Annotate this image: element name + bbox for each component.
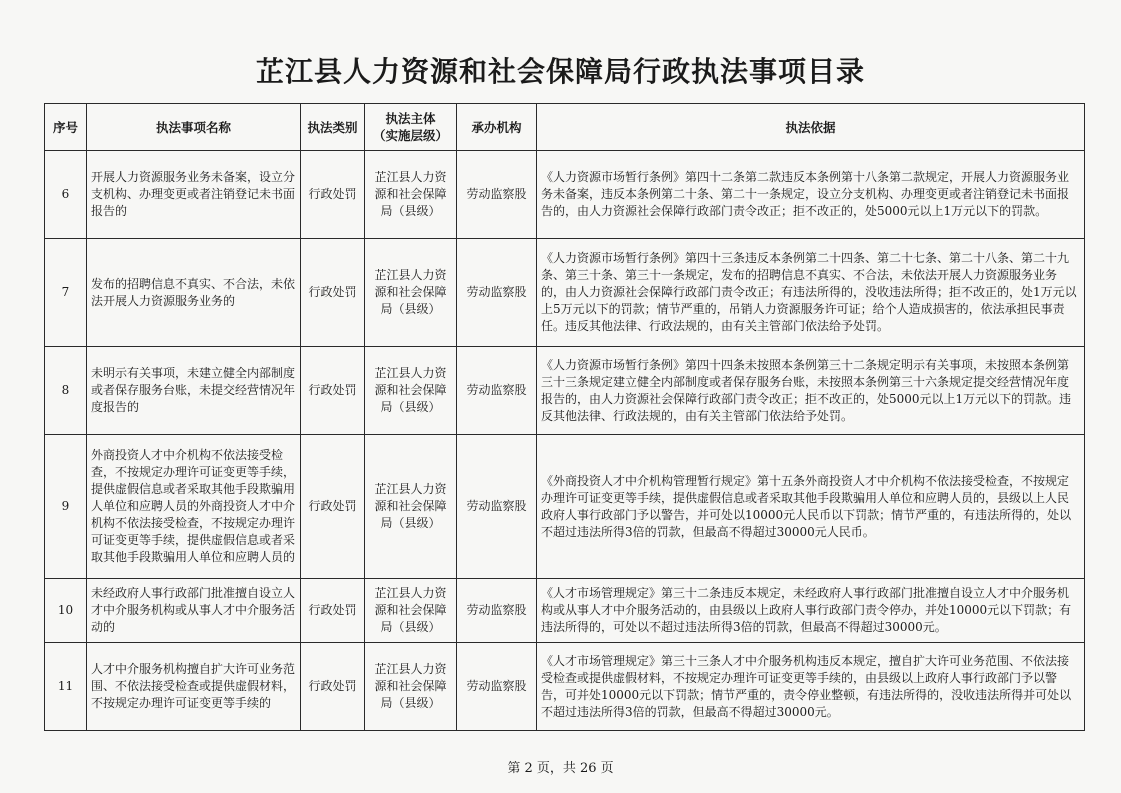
row-subject: 芷江县人力资源和社会保障局（县级） [365, 579, 457, 643]
row-type: 行政处罚 [301, 151, 365, 239]
row-org: 劳动监察股 [457, 435, 537, 579]
row-type: 行政处罚 [301, 435, 365, 579]
header-subject: 执法主体 （实施层级） [365, 104, 457, 151]
table-row [45, 435, 1085, 579]
table-row [45, 151, 1085, 239]
row-basis: 《人力资源市场暂行条例》第四十三条违反本条例第二十四条、第二十七条、第二十八条、第二十九条、第三十条、第三十一条规定，发布的招聘信息不真实、不合法，未依法开展人力资源服务业务的，由人力资源社会保障行政部门责令改正；有违法所得的，没收违法所得；拒不改正的，处1万元以上5万元以下的罚款；情节严重的，吊销人力资源服务许可证；给个人造成损害的，依法承担民事责任。违反其他法律、行政法规的，由有关主管部门依法给予处罚。 [537, 239, 1085, 347]
row-no: 10 [45, 579, 87, 643]
row-name: 开展人力资源服务业务未备案，设立分支机构、办理变更或者注销登记未书面报告的 [87, 151, 301, 239]
row-org: 劳动监察股 [457, 643, 537, 731]
row-no: 6 [45, 151, 87, 239]
row-org: 劳动监察股 [457, 239, 537, 347]
row-org: 劳动监察股 [457, 347, 537, 435]
row-subject: 芷江县人力资源和社会保障局（县级） [365, 151, 457, 239]
row-type: 行政处罚 [301, 579, 365, 643]
page-title: 芷江县人力资源和社会保障局行政执法事项目录 [255, 55, 865, 88]
row-basis: 《人力资源市场暂行条例》第四十二条第二款违反本条例第十八条第二款规定，开展人力资源服务业务未备案，违反本条例第二十条、第二十一条规定，设立分支机构、办理变更或者注销登记未书面报告的，由人力资源社会保障行政部门责令改正；拒不改正的，处5000元以上1万元以下的罚款。 [537, 151, 1085, 239]
table-row [45, 239, 1085, 347]
page-number: 第 2 页，共 26 页 [507, 761, 614, 776]
row-name: 未明示有关事项，未建立健全内部制度或者保存服务台账，未提交经营情况年度报告的 [87, 347, 301, 435]
row-no: 8 [45, 347, 87, 435]
row-basis: 《人力资源市场暂行条例》第四十四条未按照本条例第三十二条规定明示有关事项，未按照本条例第三十三条规定建立健全内部制度或者保存服务台账，未按照本条例第三十六条规定提交经营情况年度报告的，由人力资源社会保障行政部门责令改正；拒不改正的，处5000元以上1万元以下的罚款。违反其他法律、行政法规的，由有关主管部门依法给予处罚。 [537, 347, 1085, 435]
row-type: 行政处罚 [301, 643, 365, 731]
row-subject: 芷江县人力资源和社会保障局（县级） [365, 435, 457, 579]
row-name: 人才中介服务机构擅自扩大许可业务范围、不依法接受检查或提供虚假材料，不按规定办理许可证变更等手续的 [87, 643, 301, 731]
row-no: 7 [45, 239, 87, 347]
row-subject: 芷江县人力资源和社会保障局（县级） [365, 239, 457, 347]
row-type: 行政处罚 [301, 239, 365, 347]
table-row [45, 347, 1085, 435]
table-header-row [45, 104, 1085, 151]
table-row [45, 643, 1085, 731]
row-name: 未经政府人事行政部门批准擅自设立人才中介服务机构或从事人才中介服务活动的 [87, 579, 301, 643]
header-name: 执法事项名称 [87, 104, 301, 151]
row-org: 劳动监察股 [457, 579, 537, 643]
row-basis: 《人才市场管理规定》第三十二条违反本规定，未经政府人事行政部门批准擅自设立人才中介服务机构或从事人才中介服务活动的，由县级以上政府人事行政部门责令停办，并处10000元以下罚款；有违法所得的，可处以不超过违法所得3倍的罚款，但最高不得超过30000元。 [537, 579, 1085, 643]
row-org: 劳动监察股 [457, 151, 537, 239]
row-basis: 《人才市场管理规定》第三十三条人才中介服务机构违反本规定，擅自扩大许可业务范围、不依法接受检查或提供虚假材料，不按规定办理许可证变更等手续的，由县级以上政府人事行政部门予以警告，可并处10000元以下罚款；情节严重的，责令停业整顿，有违法所得的，没收违法所得并可处以不超过违法所得3倍的罚款，但最高不得超过30000元。 [537, 643, 1085, 731]
header-basis: 执法依据 [537, 104, 1085, 151]
row-subject: 芷江县人力资源和社会保障局（县级） [365, 347, 457, 435]
row-name: 发布的招聘信息不真实、不合法，未依法开展人力资源服务业务的 [87, 239, 301, 347]
header-org: 承办机构 [457, 104, 537, 151]
row-no: 9 [45, 435, 87, 579]
table-row [45, 579, 1085, 643]
header-type: 执法类别 [301, 104, 365, 151]
header-no: 序号 [45, 104, 87, 151]
row-subject: 芷江县人力资源和社会保障局（县级） [365, 643, 457, 731]
row-name: 外商投资人才中介机构不依法接受检查，不按规定办理许可证变更等手续，提供虚假信息或者采取其他手段欺骗用人单位和应聘人员的外商投资人才中介机构不依法接受检查，不按规定办理许可证变更等手续，提供虚假信息或者采取其他手段欺骗用人单位和应聘人员的 [87, 435, 301, 579]
enforcement-table [44, 103, 1085, 731]
row-no: 11 [45, 643, 87, 731]
row-type: 行政处罚 [301, 347, 365, 435]
row-basis: 《外商投资人才中介机构管理暂行规定》第十五条外商投资人才中介机构不依法接受检查，不按规定办理许可证变更等手续，提供虚假信息或者采取其他手段欺骗用人单位和应聘人员的，县级以上人民政府人事行政部门予以警告，并可处以10000元人民币以下罚款；情节严重的，有违法所得的，处以不超过违法所得3倍的罚款，但最高不得超过30000元人民币。 [537, 435, 1085, 579]
